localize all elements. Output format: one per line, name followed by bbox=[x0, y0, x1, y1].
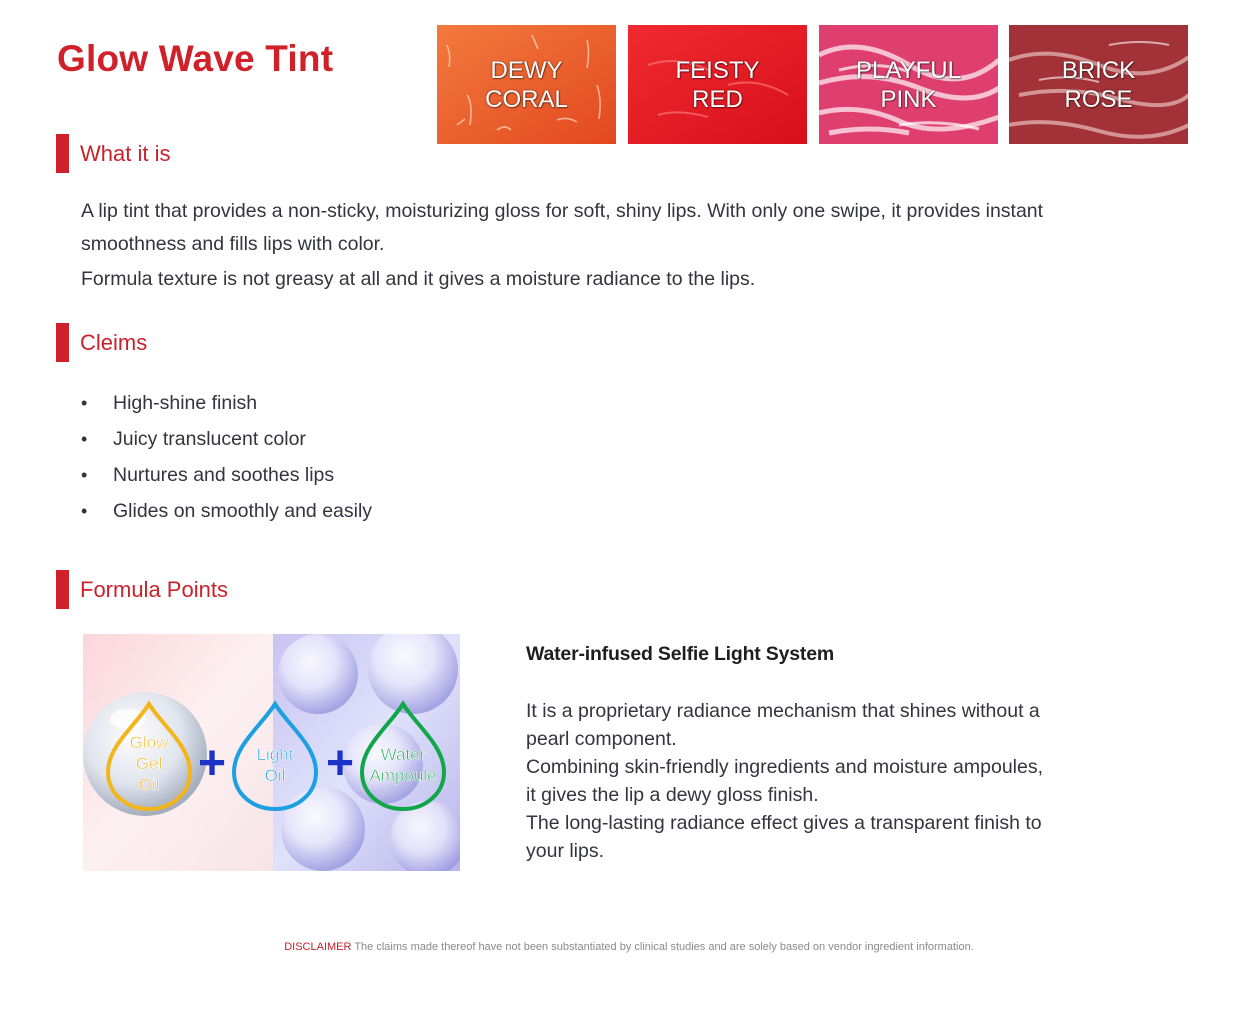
drop-label-ampoule: Ampoule bbox=[369, 766, 437, 785]
description-line: smoothness and fills lips with color. bbox=[81, 233, 385, 255]
swatch-label-line1: FEISTY bbox=[675, 56, 760, 84]
bullet-icon: • bbox=[81, 392, 88, 413]
plus-icon: + bbox=[325, 737, 355, 790]
formula-diagram bbox=[83, 634, 460, 871]
heading-label: Formula Points bbox=[80, 576, 228, 602]
formula-description bbox=[526, 697, 1126, 865]
disclaimer bbox=[0, 941, 1258, 953]
section-heading-what-it-is bbox=[56, 134, 170, 173]
bullet-icon: • bbox=[81, 500, 88, 521]
formula-line: it gives the lip a dewy gloss finish. bbox=[526, 784, 819, 806]
section-heading-formula-points bbox=[56, 570, 228, 609]
swatch-dewy-coral bbox=[437, 25, 616, 144]
drop-label-glow: Glow bbox=[129, 733, 169, 752]
swatch-label-line1: DEWY bbox=[490, 56, 563, 84]
page-title: Glow Wave Tint bbox=[57, 38, 334, 79]
bullet-icon: • bbox=[81, 464, 88, 485]
swatch-label-line1: PLAYFUL bbox=[856, 56, 961, 84]
formula-line: pearl component. bbox=[526, 728, 677, 750]
swatch-label-line2: ROSE bbox=[1064, 85, 1133, 113]
heading-label: What it is bbox=[80, 140, 171, 166]
formula-line: your lips. bbox=[526, 840, 605, 862]
claim-text: Glides on smoothly and easily bbox=[113, 499, 373, 522]
swatch-label-line1: BRICK bbox=[1061, 56, 1136, 84]
list-item bbox=[81, 493, 372, 529]
bullet-icon: • bbox=[81, 428, 88, 449]
swatch-label-line2: RED bbox=[692, 85, 743, 113]
claim-text: Juicy translucent color bbox=[113, 427, 306, 450]
heading-accent-bar bbox=[56, 570, 69, 609]
description-line: A lip tint that provides a non-sticky, moisturizing gloss for soft, shiny lips. With only one swipe, it provides instant bbox=[81, 200, 1044, 222]
swatch-brick-rose bbox=[1009, 25, 1188, 144]
list-item bbox=[81, 385, 372, 421]
formula-subtitle: Water-infused Selfie Light System bbox=[526, 643, 834, 665]
claims-list bbox=[81, 385, 372, 529]
description-line: Formula texture is not greasy at all and it gives a moisture radiance to the lips. bbox=[81, 268, 756, 290]
heading-label: Cleims bbox=[80, 329, 148, 355]
disclaimer-tag: DISCLAIMER bbox=[284, 941, 352, 953]
section-heading-claims bbox=[56, 323, 147, 362]
what-it-is-description bbox=[81, 195, 1191, 296]
heading-accent-bar bbox=[56, 134, 69, 173]
drop-label-oil: Oil bbox=[138, 775, 160, 794]
claim-text: Nurtures and soothes lips bbox=[113, 463, 335, 486]
plus-icon: + bbox=[197, 737, 227, 790]
heading-accent-bar bbox=[56, 323, 69, 362]
drop-label-water: Water bbox=[380, 745, 426, 764]
formula-line: The long-lasting radiance effect gives a transparent finish to bbox=[526, 812, 1042, 834]
swatch-label-line2: CORAL bbox=[485, 85, 568, 113]
drop-label-oil-2: Oil bbox=[264, 766, 286, 785]
drop-label-light: Light bbox=[256, 745, 294, 764]
claim-text: High-shine finish bbox=[113, 391, 258, 414]
list-item bbox=[81, 421, 372, 457]
swatch-feisty-red bbox=[628, 25, 807, 144]
list-item bbox=[81, 457, 372, 493]
swatch-label-line2: PINK bbox=[880, 85, 937, 113]
formula-line: It is a proprietary radiance mechanism that shines without a bbox=[526, 700, 1040, 722]
formula-diagram-graphic bbox=[83, 634, 460, 871]
drop-label-gel: Gel bbox=[135, 754, 163, 773]
swatch-playful-pink bbox=[819, 25, 998, 144]
disclaimer-text: The claims made thereof have not been substantiated by clinical studies and are solely based on vendor ingredient information. bbox=[354, 941, 974, 953]
formula-line: Combining skin-friendly ingredients and moisture ampoules, bbox=[526, 756, 1044, 778]
